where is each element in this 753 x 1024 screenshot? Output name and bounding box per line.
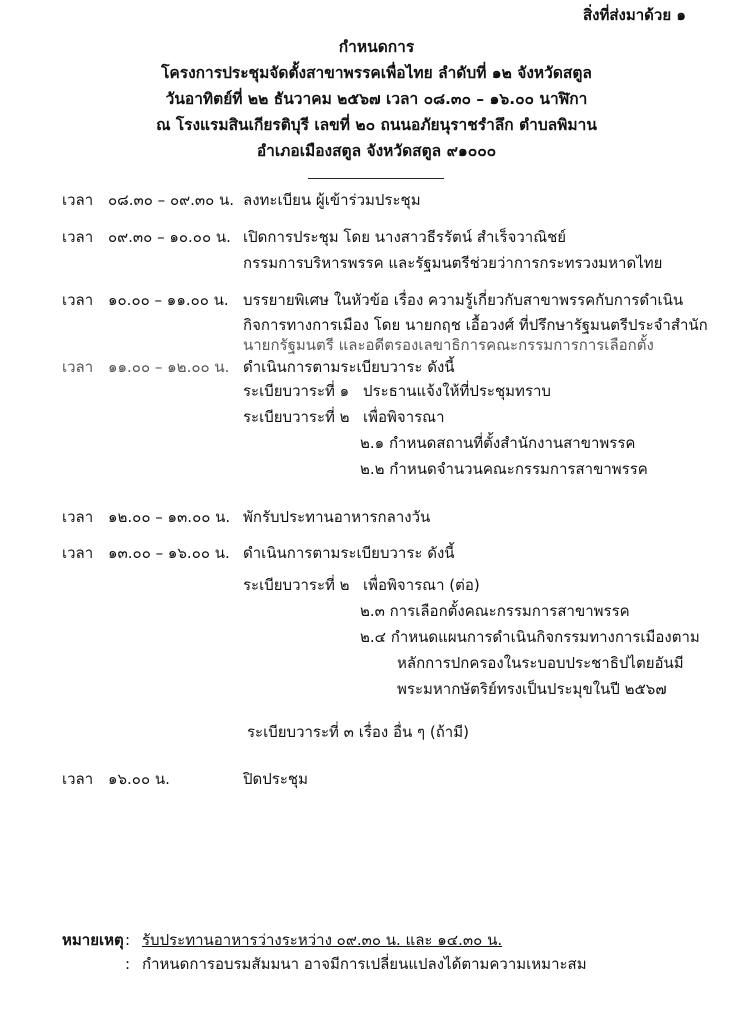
footnote-label: หมายเหตุ [62, 931, 124, 949]
time-word: เวลา [62, 291, 94, 309]
time-word: เวลา [62, 770, 94, 788]
schedule-time: ๑๑.๐๐ – ๑๒.๐๐ น. [108, 358, 230, 376]
schedule-time: ๐๙.๓๐ – ๑๐.๐๐ น. [108, 228, 231, 246]
agenda-label: ระเบียบวาระที่ ๒ [243, 408, 350, 426]
schedule-text: กรรมการบริหารพรรค และรัฐมนตรีช่วยว่าการกระทรวงมหาดไทย [243, 254, 663, 272]
agenda-item-3: ระเบียบวาระที่ ๓ เรื่อง อื่น ๆ (ถ้ามี) [247, 723, 469, 741]
footnote-colon: : [125, 931, 131, 949]
agenda-subitem-continuation: พระมหากษัตริย์ทรงเป็นประมุขในปี ๒๕๖๗ [397, 680, 667, 698]
time-word: เวลา [62, 544, 94, 562]
project-title: โครงการประชุมจัดตั้งสาขาพรรคเพื่อไทย ลำดับที่ ๑๒ จังหวัดสตูล [161, 64, 592, 82]
schedule-text: ปิดประชุม [243, 770, 308, 788]
time-word: เวลา [62, 358, 94, 376]
agenda-subitem: ๒.๒ กำหนดจำนวนคณะกรรมการสาขาพรรค [360, 460, 648, 478]
page-title: กำหนดการ [338, 38, 415, 56]
agenda-subitem-continuation: หลักการปกครองในระบอบประชาธิปไตยอันมี [397, 654, 684, 672]
schedule-text: ดำเนินการตามระเบียบวาระ ดังนี้ [243, 358, 455, 376]
schedule-text: นายกรัฐมนตรี และอดีตรองเลขาธิการคณะกรรมการการเลือกตั้ง [243, 336, 654, 354]
agenda-subitem: ๒.๔ กำหนดแผนการดำเนินกิจกรรมทางการเมืองตาม [360, 628, 700, 646]
schedule-text: ดำเนินการตามระเบียบวาระ ดังนี้ [243, 544, 455, 562]
time-word: เวลา [62, 191, 94, 209]
agenda-text: ประธานแจ้งให้ที่ประชุมทราบ [363, 382, 551, 400]
schedule-text: บรรยายพิเศษ ในหัวข้อ เรื่อง ความรู้เกี่ยวกับสาขาพรรคกับการดำเนิน [243, 291, 684, 309]
header-divider [308, 178, 444, 179]
schedule-text: กิจการทางการเมือง โดย นายกฤช เอื้อวงศ์ ที่ปรึกษารัฐมนตรีประจำสำนัก [243, 316, 708, 334]
agenda-subitem: ๒.๑ กำหนดสถานที่ตั้งสำนักงานสาขาพรรค [360, 434, 636, 452]
schedule-time: ๑๖.๐๐ น. [108, 770, 170, 788]
agenda-label: ระเบียบวาระที่ ๒ [243, 576, 350, 594]
time-word: เวลา [62, 228, 94, 246]
footnote-colon: : [125, 955, 131, 973]
agenda-label: ระเบียบวาระที่ ๑ [243, 382, 350, 400]
schedule-time: ๑๒.๐๐ – ๑๓.๐๐ น. [108, 508, 231, 526]
date-time-line: วันอาทิตย์ที่ ๒๒ ธันวาคม ๒๕๖๗ เวลา ๐๘.๓๐ – ๑๖.๐๐ นาฬิกา [165, 90, 588, 108]
footnote-line: กำหนดการอบรมสัมมนา อาจมีการเปลี่ยนแปลงได้ตามความเหมาะสม [142, 955, 587, 973]
agenda-text: เพื่อพิจารณา [363, 408, 445, 426]
schedule-text: ลงทะเบียน ผู้เข้าร่วมประชุม [243, 191, 421, 209]
footnote-line: รับประทานอาหารว่างระหว่าง ๐๙.๓๐ น. และ ๑๔.๓๐ น. [142, 931, 503, 949]
schedule-time: ๐๘.๓๐ – ๐๙.๓๐ น. [108, 191, 235, 209]
schedule-text: พักรับประทานอาหารกลางวัน [243, 508, 431, 526]
schedule-time: ๑๐.๐๐ – ๑๑.๐๐ น. [108, 291, 229, 309]
venue-line: ณ โรงแรมสินเกียรติบุรี เลขที่ ๒๐ ถนนอภัยนุราชรำลึก ตำบลพิมาน [156, 116, 597, 134]
attachment-label: สิ่งที่ส่งมาด้วย ๑ [583, 6, 686, 24]
schedule-time: ๑๓.๐๐ – ๑๖.๐๐ น. [108, 544, 230, 562]
agenda-text: เพื่อพิจารณา (ต่อ) [363, 576, 480, 594]
agenda-subitem: ๒.๓ การเลือกตั้งคณะกรรมการสาขาพรรค [360, 602, 630, 620]
schedule-text: เปิดการประชุม โดย นางสาวธีรรัตน์ สำเร็จวาณิชย์ [243, 228, 567, 246]
venue-address-line: อำเภอเมืองสตูล จังหวัดสตูล ๙๑๐๐๐ [256, 142, 497, 160]
time-word: เวลา [62, 508, 94, 526]
